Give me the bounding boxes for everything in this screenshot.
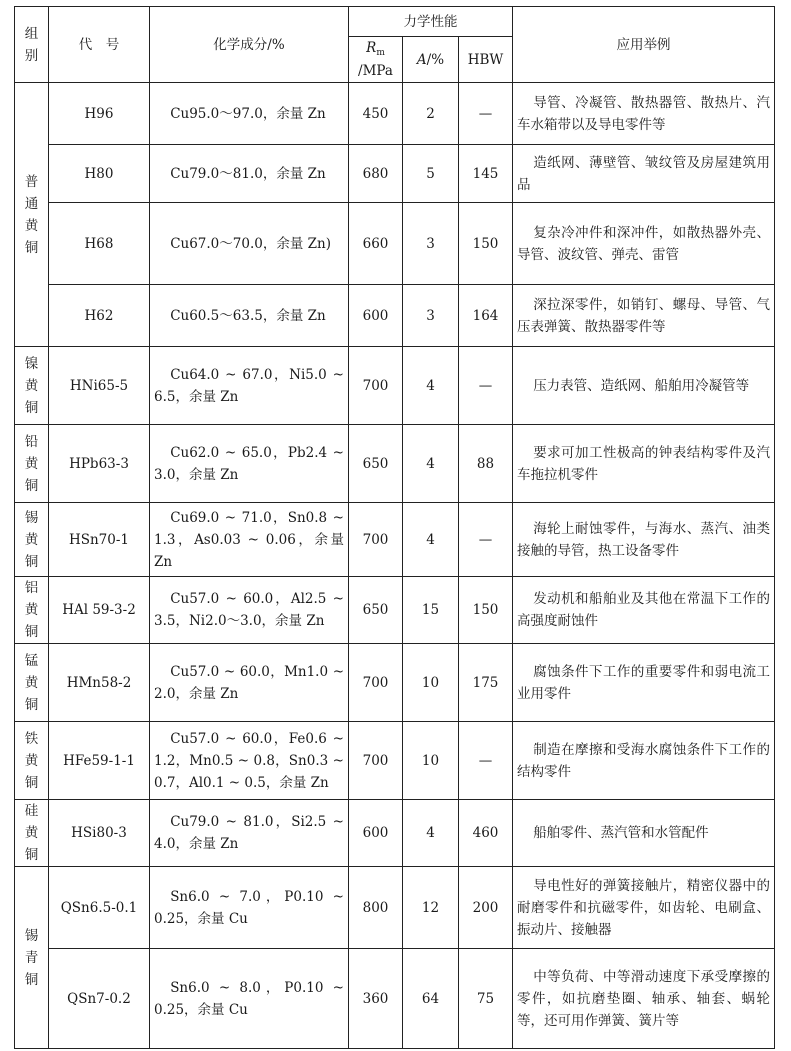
table-row <box>15 949 775 1049</box>
rm-cell: 660 <box>349 203 403 285</box>
code-cell: H68 <box>49 203 150 285</box>
code-cell: HMn58-2 <box>49 644 150 722</box>
hbw-cell: 164 <box>459 285 513 347</box>
header-a-unit: /% <box>426 51 445 68</box>
elongation-cell: 5 <box>403 145 459 203</box>
elongation-cell: 10 <box>403 644 459 722</box>
group-name: 硅黄铜 <box>24 803 39 863</box>
group-name-cell <box>15 577 49 644</box>
composition-cell: Cu64.0 ~ 67.0，Ni5.0 ~ 6.5，余量 Zn <box>150 347 349 425</box>
composition-cell: Cu62.0 ~ 65.0，Pb2.4 ~ 3.0，余量 Zn <box>150 425 349 503</box>
group-name-cell <box>15 722 49 800</box>
application-cell: 中等负荷、中等滑动速度下承受摩擦的零件，如抗磨垫圈、轴承、轴套、蜗轮等，还可用作弹簧、簧片等 <box>513 949 775 1049</box>
composition-cell: Cu57.0 ~ 60.0，Fe0.6 ~ 1.2，Mn0.5 ~ 0.8，Sn0.3 ~ 0.7，Al0.1 ~ 0.5，余量 Zn <box>150 722 349 800</box>
table-row <box>15 425 775 503</box>
header-a <box>403 37 459 83</box>
header-hbw: HBW <box>459 37 513 83</box>
application-cell: 发动机和船舶业及其他在常温下工作的高强度耐蚀件 <box>513 577 775 644</box>
application-cell: 深拉深零件，如销钉、螺母、导管、气压表弹簧、散热器零件等 <box>513 285 775 347</box>
table-row <box>15 145 775 203</box>
hbw-cell: 175 <box>459 644 513 722</box>
application-cell: 复杂冷冲件和深冲件，如散热器外壳、导管、波纹管、弹壳、雷管 <box>513 203 775 285</box>
hbw-cell: 88 <box>459 425 513 503</box>
group-name-cell <box>15 83 49 347</box>
hbw-cell: — <box>459 347 513 425</box>
group-name: 锰黄铜 <box>24 652 39 713</box>
group-name: 铝黄铜 <box>24 580 39 640</box>
hbw-cell: — <box>459 83 513 145</box>
table-row <box>15 800 775 867</box>
composition-cell: Cu95.0～97.0，余量 Zn <box>150 83 349 145</box>
rm-cell: 450 <box>349 83 403 145</box>
header-code: 代 号 <box>49 7 150 83</box>
composition-cell: Cu60.5～63.5，余量 Zn <box>150 285 349 347</box>
hbw-cell: — <box>459 503 513 577</box>
application-cell: 导电性好的弹簧接触片，精密仪器中的耐磨零件和抗磁零件，如齿轮、电刷盒、振动片、接触器 <box>513 867 775 949</box>
application-cell: 海轮上耐蚀零件，与海水、蒸汽、油类接触的导管，热工设备零件 <box>513 503 775 577</box>
brass-bronze-table <box>14 6 775 1049</box>
composition-cell: Sn6.0 ~ 8.0，P0.10 ~ 0.25，余量 Cu <box>150 949 349 1049</box>
elongation-cell: 15 <box>403 577 459 644</box>
rm-cell: 360 <box>349 949 403 1049</box>
group-name-cell <box>15 867 49 1049</box>
rm-cell: 650 <box>349 577 403 644</box>
elongation-cell: 4 <box>403 800 459 867</box>
code-cell: HSi80-3 <box>49 800 150 867</box>
group-name-cell <box>15 644 49 722</box>
rm-cell: 700 <box>349 503 403 577</box>
table-row <box>15 83 775 145</box>
group-name-cell <box>15 347 49 425</box>
header-composition: 化学成分/% <box>150 7 349 83</box>
header-a-symbol: A <box>416 51 427 68</box>
code-cell: HSn70-1 <box>49 503 150 577</box>
header-rm-subscript: m <box>376 48 385 58</box>
group-name: 锡青铜 <box>24 927 39 988</box>
table-row <box>15 577 775 644</box>
header-rm <box>349 37 403 83</box>
group-name: 铁黄铜 <box>24 730 39 791</box>
rm-cell: 800 <box>349 867 403 949</box>
composition-cell: Cu79.0～81.0，余量 Zn <box>150 145 349 203</box>
composition-cell: Sn6.0 ~ 7.0，P0.10 ~ 0.25，余量 Cu <box>150 867 349 949</box>
hbw-cell: 150 <box>459 577 513 644</box>
code-cell: HNi65-5 <box>49 347 150 425</box>
hbw-cell: — <box>459 722 513 800</box>
elongation-cell: 12 <box>403 867 459 949</box>
table-body <box>15 83 775 1049</box>
group-name: 铅黄铜 <box>24 433 39 494</box>
table-row <box>15 347 775 425</box>
elongation-cell: 2 <box>403 83 459 145</box>
hbw-cell: 200 <box>459 867 513 949</box>
elongation-cell: 4 <box>403 503 459 577</box>
rm-cell: 650 <box>349 425 403 503</box>
code-cell: QSn7-0.2 <box>49 949 150 1049</box>
code-cell: QSn6.5-0.1 <box>49 867 150 949</box>
rm-cell: 680 <box>349 145 403 203</box>
composition-cell: Cu57.0 ~ 60.0，Al2.5 ~ 3.5，Ni2.0～3.0，余量 Zn <box>150 577 349 644</box>
table-header <box>15 7 775 83</box>
application-cell: 制造在摩擦和受海水腐蚀条件下工作的结构零件 <box>513 722 775 800</box>
header-mechanical: 力学性能 <box>349 7 513 37</box>
elongation-cell: 4 <box>403 347 459 425</box>
table-row <box>15 722 775 800</box>
header-application: 应用举例 <box>513 7 775 83</box>
header-rm-symbol: R <box>366 40 377 56</box>
header-rm-unit: /MPa <box>358 63 393 79</box>
group-name: 镍黄铜 <box>24 355 39 416</box>
rm-cell: 700 <box>349 347 403 425</box>
hbw-cell: 460 <box>459 800 513 867</box>
table-container <box>14 6 774 1049</box>
table-row <box>15 285 775 347</box>
group-name-cell <box>15 425 49 503</box>
code-cell: HPb63-3 <box>49 425 150 503</box>
code-cell: HAl 59-3-2 <box>49 577 150 644</box>
elongation-cell: 64 <box>403 949 459 1049</box>
code-cell: H80 <box>49 145 150 203</box>
application-cell: 船舶零件、蒸汽管和水管配件 <box>513 800 775 867</box>
table-row <box>15 644 775 722</box>
table-row <box>15 867 775 949</box>
composition-cell: Cu69.0 ~ 71.0，Sn0.8 ~ 1.3，As0.03 ~ 0.06，余量 Zn <box>150 503 349 577</box>
rm-cell: 700 <box>349 644 403 722</box>
header-group: 组别 <box>15 7 49 83</box>
rm-cell: 700 <box>349 722 403 800</box>
elongation-cell: 10 <box>403 722 459 800</box>
application-cell: 压力表管、造纸网、船舶用冷凝管等 <box>513 347 775 425</box>
elongation-cell: 4 <box>403 425 459 503</box>
group-name: 锡黄铜 <box>24 509 39 570</box>
group-name-cell <box>15 800 49 867</box>
code-cell: H96 <box>49 83 150 145</box>
application-cell: 要求可加工性极高的钟表结构零件及汽车拖拉机零件 <box>513 425 775 503</box>
code-cell: HFe59-1-1 <box>49 722 150 800</box>
application-cell: 腐蚀条件下工作的重要零件和弱电流工业用零件 <box>513 644 775 722</box>
group-name-cell <box>15 503 49 577</box>
hbw-cell: 150 <box>459 203 513 285</box>
composition-cell: Cu79.0 ~ 81.0，Si2.5 ~ 4.0，余量 Zn <box>150 800 349 867</box>
elongation-cell: 3 <box>403 285 459 347</box>
hbw-cell: 75 <box>459 949 513 1049</box>
table-row <box>15 503 775 577</box>
group-name: 普通黄铜 <box>24 173 39 256</box>
application-cell: 造纸网、薄壁管、皱纹管及房屋建筑用品 <box>513 145 775 203</box>
table-row <box>15 203 775 285</box>
elongation-cell: 3 <box>403 203 459 285</box>
composition-cell: Cu67.0～70.0，余量 Zn) <box>150 203 349 285</box>
code-cell: H62 <box>49 285 150 347</box>
hbw-cell: 145 <box>459 145 513 203</box>
rm-cell: 600 <box>349 285 403 347</box>
composition-cell: Cu57.0 ~ 60.0，Mn1.0 ~ 2.0，余量 Zn <box>150 644 349 722</box>
rm-cell: 600 <box>349 800 403 867</box>
application-cell: 导管、冷凝管、散热器管、散热片、汽车水箱带以及导电零件等 <box>513 83 775 145</box>
